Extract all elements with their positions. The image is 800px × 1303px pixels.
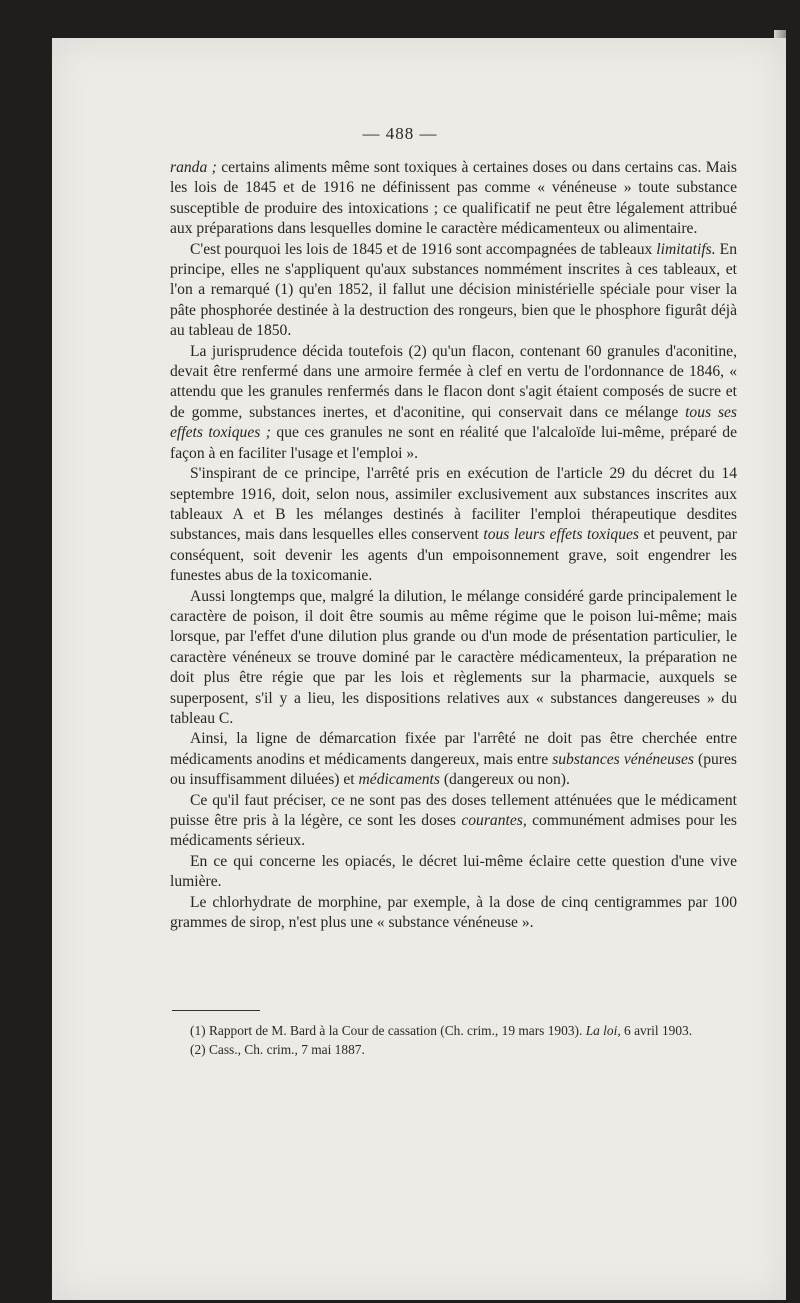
paragraph <box>170 791 737 852</box>
paragraph <box>170 240 737 342</box>
text-run: (2) Cass., Ch. crim., 7 mai 1887. <box>190 1041 365 1057</box>
text-run: Ce qu'il faut préciser, ce ne sont pas des doses tellement atténuées que le médicament puisse être pris à la légère, ce sont les doses <box>170 791 737 829</box>
text-run: Le chlorhydrate de morphine, par exemple, à la dose de cinq centigrammes par 100 grammes de sirop, n'est plus une « substance vénéneuse ». <box>170 893 737 932</box>
paragraph <box>170 729 737 790</box>
text-run: C'est pourquoi les lois de 1845 et de 1916 sont accompagnées de tableaux <box>190 240 657 258</box>
italic-text: substances vénéneuses <box>552 750 694 768</box>
text-run: et peuvent, par conséquent, soit devenir les agents d'un empoisonnement grave, soit engendrer les funestes abus de la toxicomanie. <box>170 526 737 585</box>
text-run: Aussi longtemps que, malgré la dilution, le mélange considéré garde principalement le caractère de poison, il doit être soumis au même régime que le poison lui-même; mais lorsque, par l'effet d'une dilution plus grande ou d'un mode de présentation particulier, le caractère vénéneux se trouve dominé par le caractère médicamenteux, la préparation ne doit plus être régie que par les lois et règlements sur la pharmacie, auxquels se superposent, s'il y a lieu, les dispositions relatives aux « substances dangereuses » du tableau C. <box>170 587 737 727</box>
footnote-separator <box>172 1010 260 1011</box>
footnote <box>170 1041 737 1060</box>
paragraph <box>170 852 737 893</box>
italic-text: limitatifs. <box>656 240 716 258</box>
text-run: La jurisprudence décida toutefois (2) qu'un flacon, contenant 60 granules d'aconitine, devait être renfermé dans une armoire fermée à clef en vertu de l'ordonnance de 1846, « attendu que les granules renfermés dans le flacon dont s'agit étaient composés de sucre et de gomme, substances inertes, et d'aconitine, qui conservait dans ce mélange <box>170 342 737 421</box>
text-run: (1) Rapport de M. Bard à la Cour de cassation (Ch. crim., 19 mars 1903). <box>190 1023 586 1038</box>
text-run: certains aliments même sont toxiques à certaines doses ou dans certains cas. Mais les lois de 1845 et de 1916 ne définissent pas comme « vénéneuse » toute substance susceptible de produire des intoxications ; ce qualificatif ne peut être légalement attribué aux préparations dans lesquelles domine le caractère médicamenteux ou alimentaire. <box>170 159 737 238</box>
page-number: — 488 — <box>362 124 438 143</box>
text-run: En principe, elles ne s'appliquent qu'aux substances nommément inscrites à ces tableaux, et l'on a remarqué (1) qu'en 1852, il fallut une décision ministérielle spéciale pour viser la pâte phosphorée destinée à la destruction des rongeurs, bien que le phosphore figurât déjà au tableau de 1850. <box>170 240 737 340</box>
italic-text: tous leurs effets toxiques <box>483 526 639 544</box>
text-run: (dangereux ou non). <box>439 771 570 789</box>
text-run: communément admises pour les médicaments sérieux. <box>170 812 737 850</box>
footnote <box>170 1022 737 1041</box>
paragraph <box>170 587 737 730</box>
footnotes <box>170 1022 737 1059</box>
paragraph <box>170 464 737 586</box>
italic-text: courantes, <box>461 812 527 829</box>
text-run: S'inspirant de ce principe, l'arrêté pris en exécution de l'article 29 du décret du 14 septembre 1916, doit, selon nous, assimiler exclusivement aux substances inscrites aux tableaux A et B les mélanges destinés à faciliter l'emploi thérapeutique desdites substances, mais dans lesquelles elles conservent <box>170 465 737 544</box>
text-run: 6 avril 1903. <box>620 1023 693 1038</box>
body-text <box>170 158 737 933</box>
italic-text: tous ses effets toxiques ; <box>170 403 737 442</box>
paragraph <box>170 342 737 464</box>
text-run: En ce qui concerne les opiacés, le décret lui-même éclaire cette question d'une vive lumière. <box>170 852 737 891</box>
italic-text: La loi, <box>585 1023 621 1038</box>
italic-text: médicaments <box>358 771 440 789</box>
text-run: que ces granules ne sont en réalité que l'alcaloïde lui-même, préparé de façon à en faciliter l'usage et l'emploi ». <box>170 424 737 462</box>
paragraph <box>170 158 737 240</box>
paragraph <box>170 893 737 934</box>
text-run: (pures ou insuffisamment diluées) et <box>170 750 737 789</box>
text-run: Ainsi, la ligne de démarcation fixée par l'arrêté ne doit pas être cherchée entre médicaments anodins et médicaments dangereux, mais entre <box>170 730 737 768</box>
italic-text: randa ; <box>170 159 217 176</box>
